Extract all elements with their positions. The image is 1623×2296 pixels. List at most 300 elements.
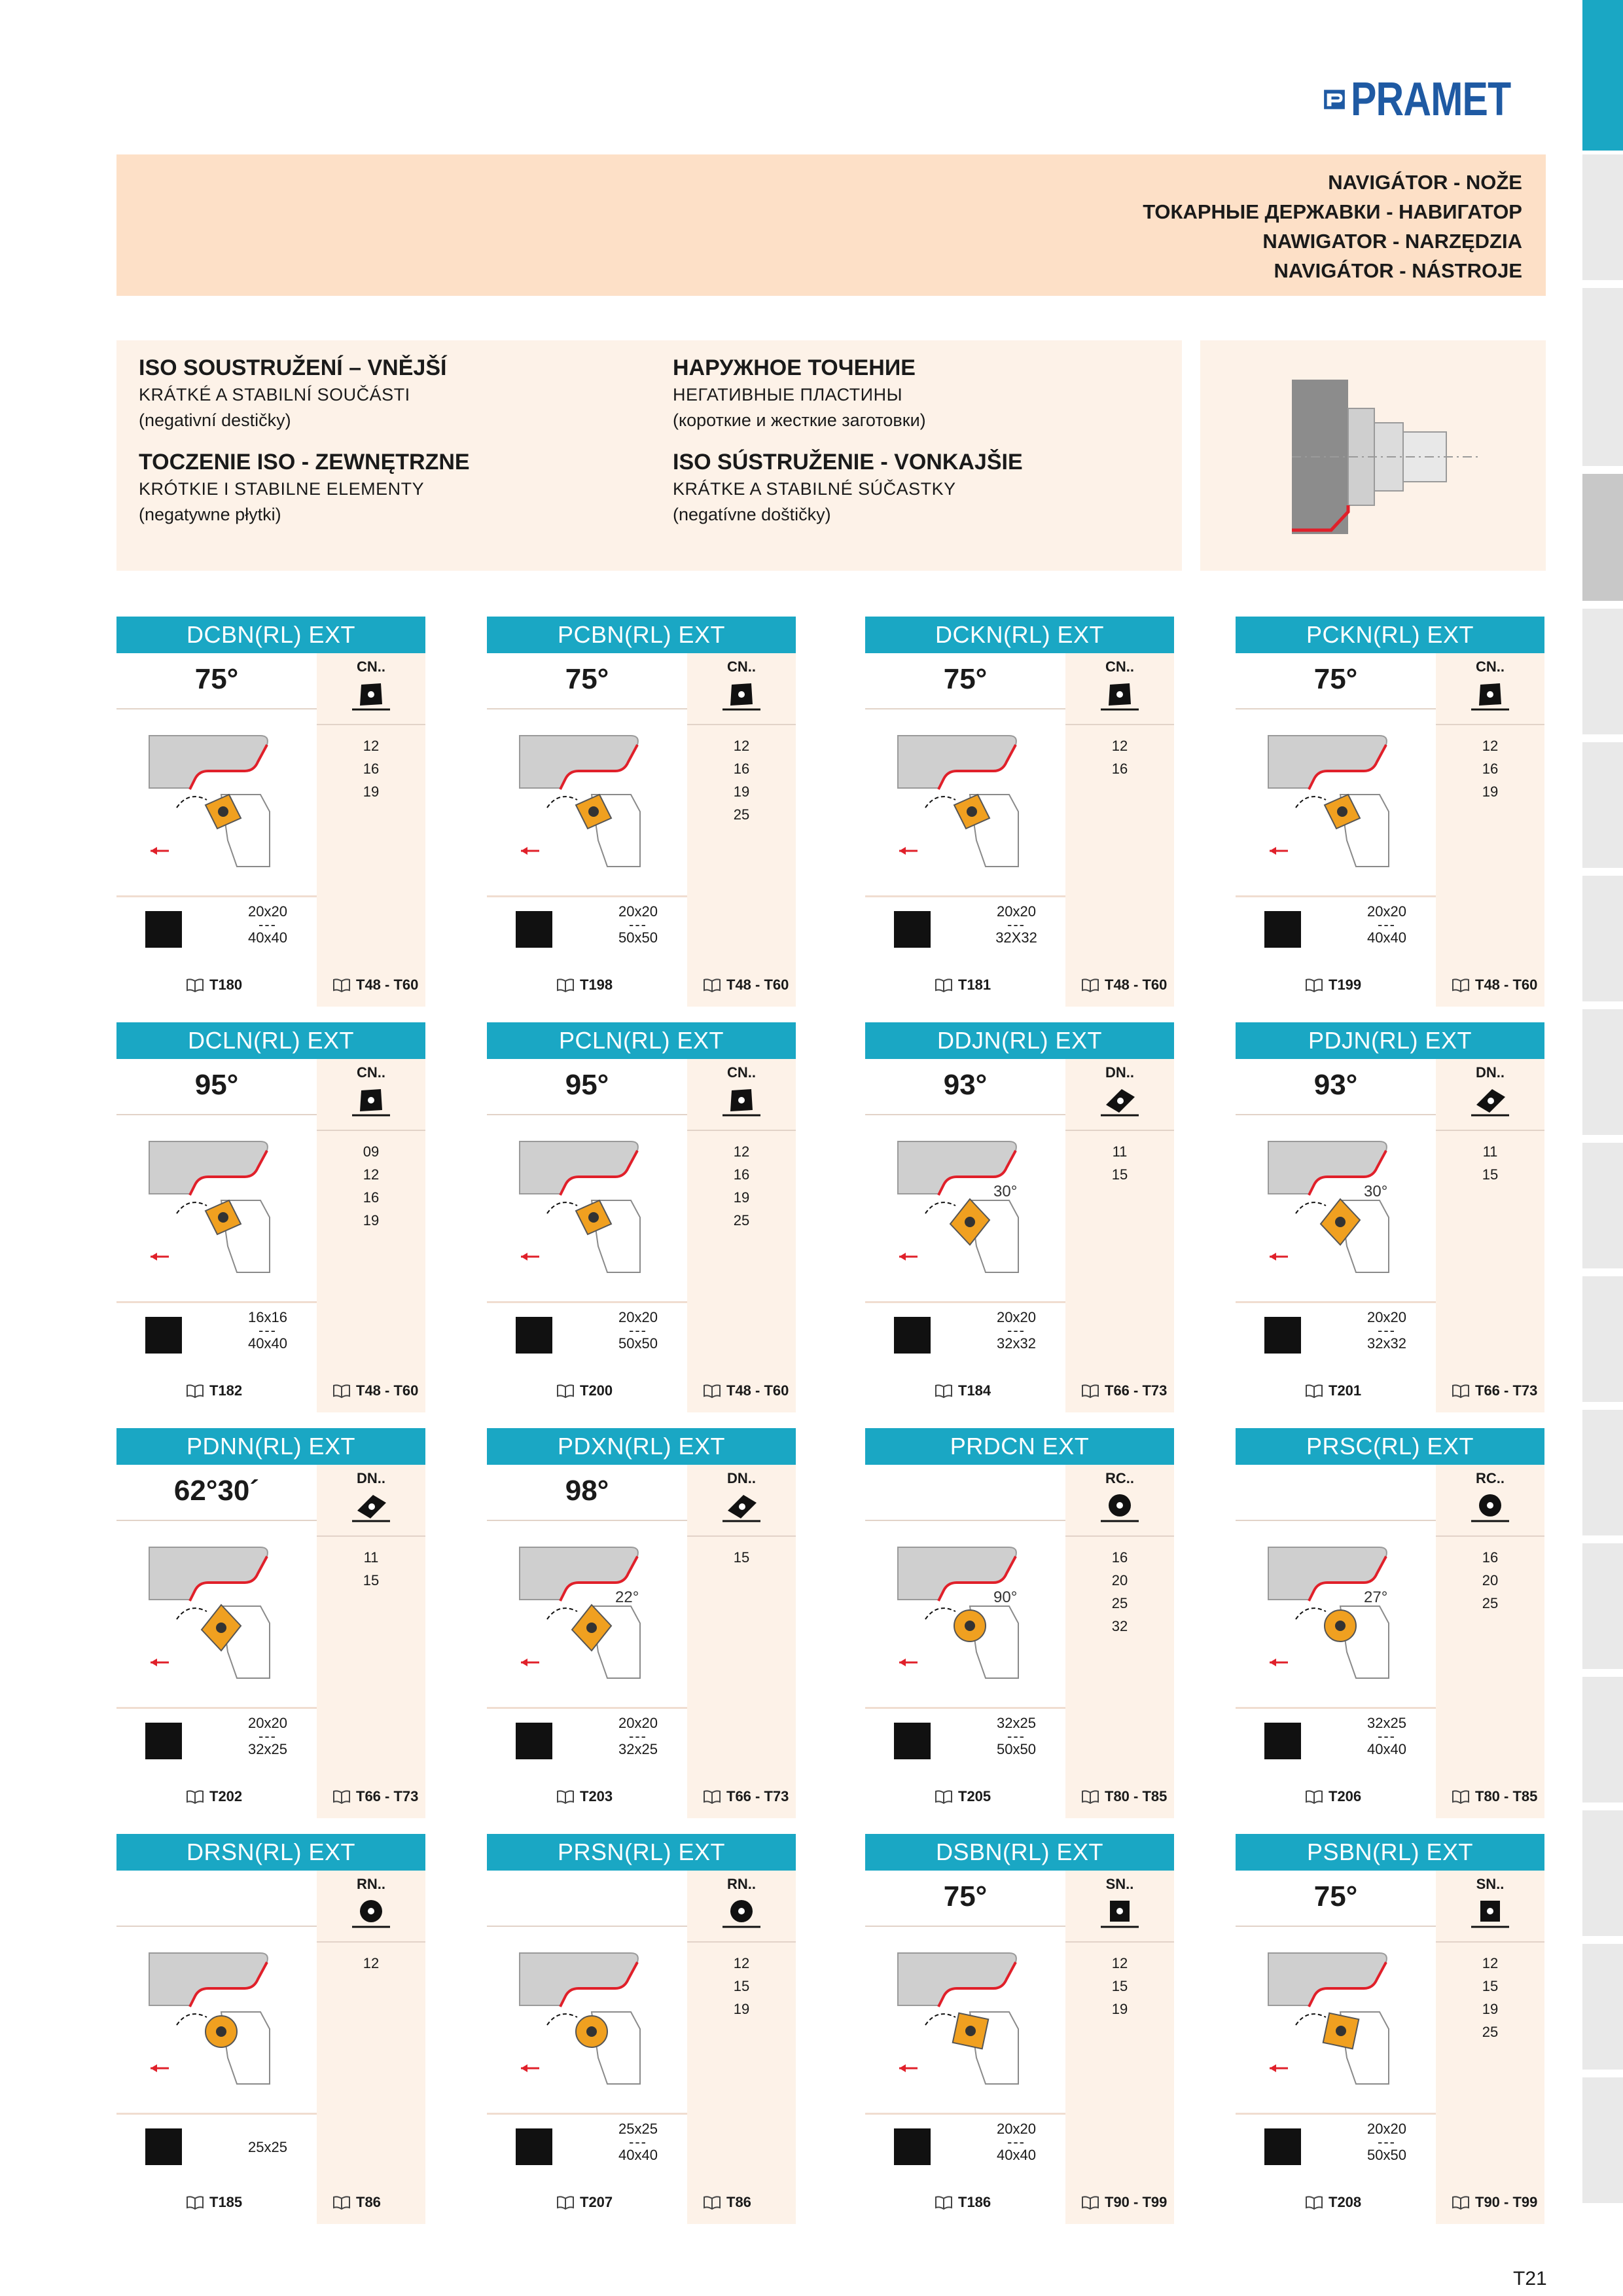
shank-size-max: 50x50 — [1367, 2147, 1406, 2163]
shank-square-icon — [145, 1723, 182, 1759]
ref-left-cell — [116, 1369, 317, 1412]
catalog-ref-holder — [186, 974, 242, 996]
insert-size: 12 — [733, 738, 750, 754]
edge-tab — [1582, 154, 1623, 284]
drawing-pane — [487, 1871, 687, 2115]
approach-angle: 95° — [194, 1069, 239, 1101]
divider — [865, 708, 1065, 709]
card-title: PCBN(RL) EXT — [487, 617, 796, 653]
insert-sizes — [1436, 1952, 1544, 2043]
catalog-ref-insert — [703, 1380, 789, 1402]
catalog-ref-insert — [1081, 1785, 1167, 1808]
catalog-book-icon — [1305, 978, 1323, 992]
divider — [865, 1926, 1065, 1927]
insert-size: 25 — [1482, 2024, 1499, 2040]
insert-size: 16 — [1111, 761, 1128, 777]
shank-square-icon — [516, 911, 552, 948]
catalog-refs — [116, 963, 425, 1007]
drawing-pane — [487, 1059, 687, 1303]
insert-size: 12 — [733, 1955, 750, 1971]
insert-pane — [1065, 653, 1174, 963]
divider — [1436, 1941, 1544, 1943]
insert-size: 16 — [733, 1166, 750, 1183]
tool-holder-drawing — [500, 1122, 677, 1295]
tool-holder-card — [487, 1428, 796, 1821]
edge-tab — [1582, 876, 1623, 1005]
tool-holder-drawing — [130, 1122, 306, 1295]
shank-size-dash: --- — [1378, 1322, 1396, 1338]
insert-size: 16 — [363, 761, 380, 777]
catalog-book-icon — [186, 978, 204, 992]
catalog-book-icon — [556, 2195, 575, 2210]
approach-angle: 75° — [1313, 1880, 1358, 1912]
insert-code: RN.. — [727, 1876, 756, 1892]
card-title: PDNN(RL) EXT — [116, 1428, 425, 1465]
insert-pane — [1436, 1059, 1544, 1369]
catalog-ref-insert — [332, 974, 418, 996]
shank-row — [865, 1707, 1065, 1777]
shank-square-icon — [1264, 1723, 1301, 1759]
catalog-book-icon — [1081, 2195, 1099, 2210]
shank-sizes — [589, 1309, 687, 1352]
insert-size: 12 — [1482, 738, 1499, 754]
card-body — [1236, 653, 1544, 1009]
edge-tab — [1582, 2077, 1623, 2207]
card-title: DCKN(RL) EXT — [865, 617, 1174, 653]
insert-pane — [1436, 1465, 1544, 1775]
shank-square-icon — [1264, 1317, 1301, 1354]
rhombus55-insert-icon — [349, 1491, 393, 1524]
catalog-ref-holder — [1305, 2191, 1361, 2214]
insert-sizes — [687, 1546, 796, 1569]
tool-holder-drawing — [500, 1933, 677, 2106]
shank-size-max: 50x50 — [618, 929, 658, 946]
shank-size-max: 32x32 — [997, 1335, 1036, 1352]
approach-angle: 62°30´ — [173, 1475, 260, 1507]
shank-sizes — [1338, 1309, 1436, 1352]
tool-holder-drawing — [878, 1528, 1055, 1700]
insert-size: 12 — [363, 738, 380, 754]
shank-sizes — [219, 1715, 317, 1758]
tool-holder-drawing — [878, 1933, 1055, 2106]
catalog-ref-insert — [1081, 974, 1167, 996]
tool-holder-card — [116, 1022, 425, 1415]
divider — [687, 724, 796, 725]
catalog-ref-holder — [935, 974, 991, 996]
catalog-page-insert: T66 - T73 — [356, 1788, 419, 1804]
insert-code: DN.. — [1476, 1064, 1505, 1081]
insert-code: CN.. — [357, 658, 385, 675]
catalog-page-holder: T200 — [580, 1382, 613, 1399]
card-body — [865, 1465, 1174, 1821]
divider — [865, 1114, 1065, 1115]
catalog-book-icon — [703, 1384, 721, 1398]
catalog-refs — [1236, 1775, 1544, 1818]
shank-size-max: 40x40 — [997, 2147, 1036, 2163]
card-body — [116, 1465, 425, 1821]
drawing-pane — [487, 653, 687, 897]
catalog-book-icon — [703, 978, 721, 992]
divider — [1065, 1130, 1174, 1131]
edge-tab — [1582, 1944, 1623, 2073]
catalog-page-insert: T48 - T60 — [1475, 977, 1538, 993]
catalog-book-icon — [935, 978, 953, 992]
ref-left-cell — [865, 963, 1065, 1007]
card-title: PSBN(RL) EXT — [1236, 1834, 1544, 1871]
catalog-ref-holder — [1305, 1380, 1361, 1402]
shank-size-dash: --- — [1378, 916, 1396, 933]
drawing-pane — [865, 1871, 1065, 2115]
catalog-book-icon — [556, 978, 575, 992]
card-title: PRDCN EXT — [865, 1428, 1174, 1465]
insert-sizes — [1065, 1140, 1174, 1186]
shank-size-min: 20x20 — [997, 2121, 1036, 2137]
intro-subtitle: KRÁTKÉ A STABILNÍ SOUČÁSTI — [139, 385, 410, 404]
catalog-ref-holder — [1305, 974, 1361, 996]
catalog-book-icon — [332, 1789, 351, 1804]
divider — [1236, 708, 1436, 709]
tool-holder-drawing — [130, 1528, 306, 1700]
shank-size-dash: --- — [629, 916, 647, 933]
catalog-book-icon — [1452, 978, 1470, 992]
shank-row — [1236, 1301, 1436, 1371]
edge-tab-active — [1582, 0, 1623, 154]
insert-size: 19 — [363, 1212, 380, 1229]
shank-size-min: 32x25 — [997, 1715, 1036, 1731]
catalog-page-insert: T66 - T73 — [1475, 1382, 1538, 1399]
header-title-pl: NAWIGATOR - NARZĘDZIA — [1262, 230, 1522, 253]
insert-size: 12 — [733, 1143, 750, 1160]
insert-code: CN.. — [727, 1064, 756, 1081]
intro-title: ISO SÚSTRUŽENIE - VONKAJŠIE — [673, 450, 1023, 475]
drawing-angle-label: 30° — [1364, 1183, 1388, 1200]
drawing-angle-label: 30° — [993, 1183, 1018, 1200]
intro-panel — [116, 340, 1182, 571]
catalog-page-holder: T201 — [1329, 1382, 1362, 1399]
shank-size-dash: --- — [1007, 916, 1026, 933]
shank-row — [487, 1707, 687, 1777]
card-body — [487, 1871, 796, 2227]
shank-row — [865, 895, 1065, 965]
shank-size-max: 40x40 — [1367, 929, 1406, 946]
insert-code: DN.. — [1105, 1064, 1134, 1081]
rhombus55-insert-icon — [1469, 1085, 1512, 1118]
tool-holder-drawing — [130, 1933, 306, 2106]
shank-size-max: 40x40 — [618, 2147, 658, 2163]
card-body — [116, 1871, 425, 2227]
card-body — [487, 653, 796, 1009]
insert-size: 19 — [1482, 2001, 1499, 2017]
rhombus55-insert-icon — [720, 1491, 763, 1524]
insert-code: DN.. — [727, 1470, 756, 1486]
divider — [1436, 724, 1544, 725]
shank-size-min: 20x20 — [618, 903, 658, 920]
intro-subtitle: KRÁTKE A STABILNÉ SÚČASTKY — [673, 479, 956, 499]
insert-size: 11 — [1482, 1143, 1498, 1160]
intro-note: (negatywne płytki) — [139, 505, 281, 524]
shank-size-dash: --- — [629, 1728, 647, 1744]
drawing-pane — [865, 1465, 1065, 1709]
catalog-book-icon — [1452, 2195, 1470, 2210]
tool-holder-drawing — [878, 1122, 1055, 1295]
card-title: PCKN(RL) EXT — [1236, 617, 1544, 653]
insert-sizes — [1436, 734, 1544, 803]
insert-size: 09 — [363, 1143, 380, 1160]
square-insert-icon — [1469, 1897, 1512, 1929]
insert-pane — [1065, 1465, 1174, 1775]
drawing-angle-label: 90° — [993, 1588, 1018, 1606]
shank-size-dash: --- — [629, 2134, 647, 2150]
insert-size: 20 — [1482, 1572, 1499, 1588]
page-number: T21 — [1513, 2268, 1547, 2289]
insert-size: 12 — [1482, 1955, 1499, 1971]
rhombus80-insert-icon — [720, 679, 763, 712]
catalog-refs — [1236, 1369, 1544, 1412]
catalog-ref-insert — [1081, 1380, 1167, 1402]
divider — [317, 724, 425, 725]
rhombus80-insert-icon — [1469, 679, 1512, 712]
insert-size: 25 — [1482, 1595, 1499, 1611]
insert-size: 16 — [733, 761, 750, 777]
insert-sizes — [1065, 1546, 1174, 1638]
catalog-refs — [116, 1369, 425, 1412]
insert-code: SN.. — [1105, 1876, 1134, 1892]
insert-size: 12 — [1111, 1955, 1128, 1971]
ref-left-cell — [116, 2181, 317, 2224]
edge-tab — [1582, 340, 1623, 470]
edge-tab — [1582, 1810, 1623, 1940]
insert-code: CN.. — [357, 1064, 385, 1081]
card-title: DSBN(RL) EXT — [865, 1834, 1174, 1871]
drawing-angle-label: 22° — [615, 1588, 639, 1606]
workpiece-illustration — [1200, 340, 1546, 571]
catalog-page-holder: T180 — [209, 977, 243, 993]
shank-row — [116, 2113, 317, 2183]
insert-size: 12 — [363, 1955, 380, 1971]
catalog-ref-insert — [1452, 974, 1537, 996]
card-title: PDJN(RL) EXT — [1236, 1022, 1544, 1059]
catalog-ref-holder — [186, 1785, 242, 1808]
divider — [1065, 724, 1174, 725]
catalog-refs — [487, 963, 796, 1007]
tool-holder-drawing — [130, 716, 306, 889]
catalog-ref-insert — [703, 1785, 789, 1808]
drawing-pane — [1236, 653, 1436, 897]
ref-left-cell — [487, 1775, 687, 1818]
tool-holder-card — [116, 1834, 425, 2227]
ref-left-cell — [1236, 2181, 1436, 2224]
insert-size: 12 — [363, 1166, 380, 1183]
tool-holder-drawing — [500, 716, 677, 889]
approach-angle: 98° — [565, 1475, 609, 1507]
shank-size-max: 32x25 — [248, 1741, 287, 1757]
catalog-page-holder: T184 — [958, 1382, 991, 1399]
divider — [1436, 1535, 1544, 1537]
intro-subtitle: KRÓTKIE I STABILNE ELEMENTY — [139, 479, 425, 499]
ref-left-cell — [865, 2181, 1065, 2224]
shank-square-icon — [1264, 911, 1301, 948]
insert-size: 11 — [1112, 1143, 1128, 1160]
shank-sizes — [1338, 903, 1436, 946]
catalog-book-icon — [1081, 978, 1099, 992]
approach-angle: 75° — [1313, 663, 1358, 695]
header-band — [116, 154, 1546, 296]
shank-row — [1236, 1707, 1436, 1777]
shank-square-icon — [516, 1317, 552, 1354]
catalog-page-holder: T208 — [1329, 2194, 1362, 2210]
shank-row — [116, 1301, 317, 1371]
insert-pane — [1065, 1871, 1174, 2181]
catalog-ref-insert — [703, 2191, 751, 2214]
catalog-page-insert: T90 - T99 — [1105, 2194, 1168, 2210]
shank-row — [865, 1301, 1065, 1371]
intro-note: (negatívne doštičky) — [673, 505, 831, 524]
card-title: PRSC(RL) EXT — [1236, 1428, 1544, 1465]
divider — [487, 708, 687, 709]
shank-row — [487, 895, 687, 965]
shank-size-min: 20x20 — [997, 1309, 1036, 1325]
tool-holder-card — [116, 1428, 425, 1821]
tool-holder-card — [1236, 1834, 1544, 2227]
insert-code: SN.. — [1476, 1876, 1505, 1892]
catalog-book-icon — [703, 2195, 721, 2210]
approach-angle: 75° — [943, 1880, 988, 1912]
edge-tab — [1582, 1543, 1623, 1673]
divider — [1065, 1941, 1174, 1943]
edge-tab — [1582, 742, 1623, 872]
insert-size: 12 — [1111, 738, 1128, 754]
insert-pane — [687, 653, 796, 963]
shank-sizes — [589, 903, 687, 946]
shank-size-dash: --- — [259, 1728, 277, 1744]
tool-holder-card — [487, 1834, 796, 2227]
shank-size-min: 20x20 — [1367, 903, 1406, 920]
rhombus80-insert-icon — [720, 1085, 763, 1118]
shank-square-icon — [516, 1723, 552, 1759]
edge-tab — [1582, 1410, 1623, 1539]
intro-pl — [139, 448, 470, 528]
insert-code: RN.. — [357, 1876, 385, 1892]
shank-row — [1236, 895, 1436, 965]
shank-row — [865, 2113, 1065, 2183]
shank-sizes — [967, 2121, 1065, 2164]
insert-code: CN.. — [727, 658, 756, 675]
shank-square-icon — [894, 2128, 931, 2165]
divider — [1065, 1535, 1174, 1537]
divider — [487, 1520, 687, 1521]
catalog-book-icon — [186, 1789, 204, 1804]
divider — [487, 1114, 687, 1115]
shank-size-min: 20x20 — [618, 1715, 658, 1731]
divider — [1236, 1520, 1436, 1521]
shank-sizes — [589, 1715, 687, 1758]
shank-sizes — [967, 1715, 1065, 1758]
catalog-page-insert: T66 - T73 — [726, 1788, 789, 1804]
pramet-logo-text: PRAMET — [1351, 73, 1511, 126]
shank-size-min: 20x20 — [248, 903, 287, 920]
catalog-ref-insert — [332, 2191, 381, 2214]
divider — [317, 1130, 425, 1131]
tool-holder-card — [1236, 1428, 1544, 1821]
shank-square-icon — [894, 1723, 931, 1759]
catalog-page-insert: T66 - T73 — [1105, 1382, 1168, 1399]
catalog-page-holder: T182 — [209, 1382, 243, 1399]
header-title-cz: NAVIGÁTOR - NOŽE — [1328, 171, 1522, 194]
intro-column-right — [673, 353, 1023, 542]
catalog-book-icon — [1305, 1384, 1323, 1398]
insert-sizes — [687, 734, 796, 826]
rhombus55-insert-icon — [1098, 1085, 1141, 1118]
shank-size-min: 20x20 — [997, 903, 1036, 920]
shank-row — [1236, 2113, 1436, 2183]
divider — [317, 1941, 425, 1943]
insert-size: 15 — [733, 1978, 750, 1994]
catalog-page-holder: T206 — [1329, 1788, 1362, 1804]
catalog-ref-holder — [556, 2191, 613, 2214]
divider — [116, 1520, 317, 1521]
catalog-ref-insert — [1452, 2191, 1537, 2214]
divider — [317, 1535, 425, 1537]
shank-size-dash: --- — [259, 916, 277, 933]
edge-tab — [1582, 1143, 1623, 1272]
shank-row — [487, 2113, 687, 2183]
insert-pane — [317, 1059, 425, 1369]
catalog-refs — [865, 1369, 1174, 1412]
intro-title: НАРУЖНОЕ ТОЧЕНИЕ — [673, 355, 916, 380]
insert-sizes — [317, 1140, 425, 1232]
insert-pane — [687, 1059, 796, 1369]
catalog-refs — [865, 1775, 1174, 1818]
catalog-refs — [865, 963, 1174, 1007]
insert-size: 25 — [733, 806, 750, 823]
catalog-book-icon — [332, 978, 351, 992]
insert-pane — [1065, 1059, 1174, 1369]
catalog-book-icon — [186, 2195, 204, 2210]
intro-title: TOCZENIE ISO - ZEWNĘTRZNE — [139, 450, 470, 475]
insert-sizes — [687, 1140, 796, 1232]
approach-angle: 75° — [194, 663, 239, 695]
card-title: DDJN(RL) EXT — [865, 1022, 1174, 1059]
insert-size: 15 — [1111, 1166, 1128, 1183]
insert-pane — [687, 1465, 796, 1775]
insert-pane — [1436, 653, 1544, 963]
catalog-ref-holder — [556, 1380, 613, 1402]
divider — [116, 1926, 317, 1927]
tool-holder-card — [865, 1834, 1174, 2227]
intro-ru — [673, 353, 1023, 433]
shank-size-min: 20x20 — [1367, 2121, 1406, 2137]
divider — [865, 1520, 1065, 1521]
catalog-page-insert: T86 — [726, 2194, 751, 2210]
shank-size-min: 20x20 — [248, 1715, 287, 1731]
shank-size-min: 25x25 — [618, 2121, 658, 2137]
shank-row — [116, 1707, 317, 1777]
shank-size-max: 50x50 — [618, 1335, 658, 1352]
insert-size: 19 — [1482, 783, 1499, 800]
pramet-logo-icon — [1323, 80, 1346, 119]
insert-size: 19 — [733, 783, 750, 800]
catalog-book-icon — [1081, 1384, 1099, 1398]
tool-holder-drawing — [1249, 1933, 1425, 2106]
ref-left-cell — [865, 1369, 1065, 1412]
round-insert-icon — [1098, 1491, 1141, 1524]
card-body — [116, 653, 425, 1009]
insert-code: RC.. — [1105, 1470, 1134, 1486]
insert-size: 25 — [1111, 1595, 1128, 1611]
round-insert-icon — [349, 1897, 393, 1929]
intro-column-left — [139, 353, 470, 542]
catalog-page-holder: T185 — [209, 2194, 243, 2210]
